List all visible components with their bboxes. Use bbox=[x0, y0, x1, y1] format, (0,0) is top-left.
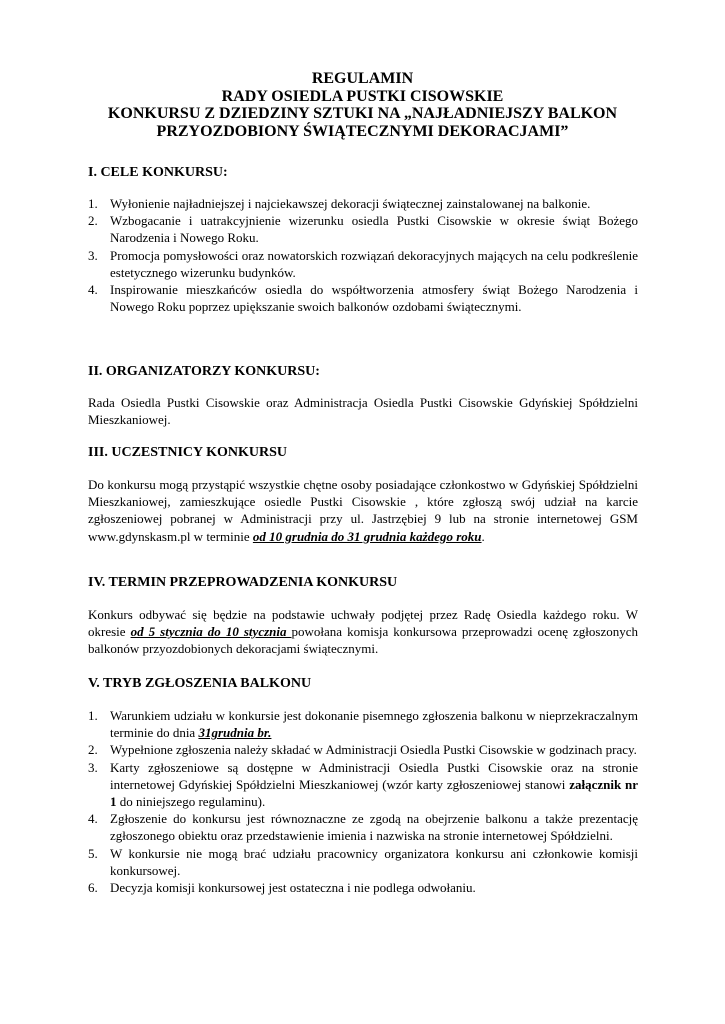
section-4-text-start: Konkurs odbywać się będzie na podstawie uchwały podjętej przez Radę Osiedla każdego roku. W okresie bbox=[88, 607, 638, 640]
list-text: Promocja pomysłowości oraz nowatorskich rozwiązań dekoracyjnych mających na celu podkreślenie estetycznego wizerunku budynków. bbox=[110, 247, 638, 280]
list-text: Wypełnione zgłoszenia należy składać w Administracji Osiedla Pustki Cisowskie w godzinach pracy. bbox=[110, 742, 637, 758]
list-text: Zgłoszenie do konkursu jest równoznaczne ze zgodą na obejrzenie balkonu a także prezentację zgłoszonego obiektu oraz przedstawienie imienia i nazwiska na stronie internetowej Spółdzielni. bbox=[110, 811, 638, 844]
list-text: Wyłonienie najładniejszej i najciekawszej dekoracji świątecznej zainstalowanej na balkonie. bbox=[110, 196, 591, 211]
list-item bbox=[88, 741, 638, 758]
section-4-text bbox=[88, 606, 638, 658]
list-text: Decyzja komisji konkursowej jest ostateczna i nie podlega odwołaniu. bbox=[110, 880, 476, 896]
list-item bbox=[88, 212, 638, 246]
section-3-date-range: od 10 grudnia do 31 grudnia każdego roku bbox=[252, 528, 482, 544]
list-item bbox=[88, 281, 638, 315]
list-number: 4. bbox=[88, 811, 98, 827]
section-4-heading: IV. TERMIN PRZEPROWADZENIA KONKURSU bbox=[88, 575, 398, 590]
document-title bbox=[80, 70, 645, 140]
list-text: Inspirowanie mieszkańców osiedla do współtworzenia atmosfery świąt Bożego Narodzenia i Nowego Roku poprzez upiększanie swoich balkonów ozdobami świątecznymi. bbox=[110, 282, 638, 315]
section-3-heading: III. UCZESTNICY KONKURSU bbox=[88, 445, 288, 460]
list-text: Warunkiem udziału w konkursie jest dokonanie pisemnego zgłoszenia balkonu w nieprzekraczalnym terminie do dnia bbox=[110, 708, 638, 741]
section-3-text-end: . bbox=[481, 528, 485, 544]
list-number: 2. bbox=[88, 742, 98, 758]
title-line-2: RADY OSIEDLA PUSTKI CISOWSKIE bbox=[221, 87, 504, 105]
list-item bbox=[88, 247, 638, 281]
list-text-end: do niniejszego regulaminu). bbox=[116, 794, 266, 810]
list-number: 1. bbox=[88, 196, 98, 211]
list-item bbox=[88, 707, 638, 741]
section-4-text-end: powołana komisja konkursowa przeprowadzi ocenę zgłoszonych balkonów przyozdobionych dekoracjami świątecznymi. bbox=[88, 624, 638, 657]
section-2-heading: II. ORGANIZATORZY KONKURSU: bbox=[88, 364, 320, 379]
list-number: 4. bbox=[88, 282, 98, 298]
list-item bbox=[88, 845, 638, 879]
list-number: 5. bbox=[88, 845, 98, 861]
list-item bbox=[88, 195, 638, 212]
title-line-1: REGULAMIN bbox=[311, 70, 414, 87]
list-number: 3. bbox=[88, 759, 98, 775]
section-1-list bbox=[88, 195, 638, 315]
section-3-text bbox=[88, 476, 638, 545]
list-item bbox=[88, 759, 638, 811]
title-line-4: PRZYOZDOBIONY ŚWIĄTECZNYMI DEKORACJAMI” bbox=[156, 122, 569, 140]
section-5-heading: V. TRYB ZGŁOSZENIA BALKONU bbox=[88, 676, 312, 691]
list-number: 6. bbox=[88, 880, 98, 896]
section-4-date-range: od 5 stycznia do 10 stycznia bbox=[130, 624, 292, 640]
list-number: 2. bbox=[88, 213, 98, 229]
list-number: 1. bbox=[88, 708, 98, 723]
attachment-reference: załącznik nr 1 bbox=[110, 776, 639, 810]
section-1-heading: I. CELE KONKURSU: bbox=[88, 165, 228, 180]
section-3-text-start: Do konkursu mogą przystąpić wszystkie chętne osoby posiadające członkostwo w Gdyńskiej Spółdzielni Mieszkaniowej, zamieszkujące osiedle Pustki Cisowskie , które zgłoszą swój udział na karcie zgłoszeniowej pobranej w Administracji przy ul. Jastrzębiej 9 lub na stronie internetowej GSM www.gdynskasm.pl w terminie bbox=[88, 477, 638, 544]
section-5-list bbox=[88, 707, 638, 896]
list-number: 3. bbox=[88, 247, 98, 263]
list-item bbox=[88, 810, 638, 844]
deadline-date: 31grudnia br. bbox=[198, 725, 272, 741]
title-line-3: KONKURSU Z DZIEDZINY SZTUKI NA „NAJŁADNIEJSZY BALKON bbox=[107, 105, 618, 122]
list-text: Wzbogacanie i uatrakcyjnienie wizerunku osiedla Pustki Cisowskie w okresie świąt Bożego Narodzenia i Nowego Roku. bbox=[110, 213, 638, 246]
list-item bbox=[88, 879, 638, 896]
list-text: Karty zgłoszeniowe są dostępne w Administracji Osiedla Pustki Cisowskie oraz na stronie internetowej Gdyńskiej Spółdzielni Mieszkaniowej (wzór karty zgłoszeniowej stanowi bbox=[110, 759, 638, 792]
section-2-text: Rada Osiedla Pustki Cisowskie oraz Administracja Osiedla Pustki Cisowskie Gdyńskiej Spółdzielni Mieszkaniowej. bbox=[88, 395, 638, 428]
list-text: W konkursie nie mogą brać udziału pracownicy organizatora konkursu ani członkowie komisji konkursowej. bbox=[110, 845, 638, 878]
